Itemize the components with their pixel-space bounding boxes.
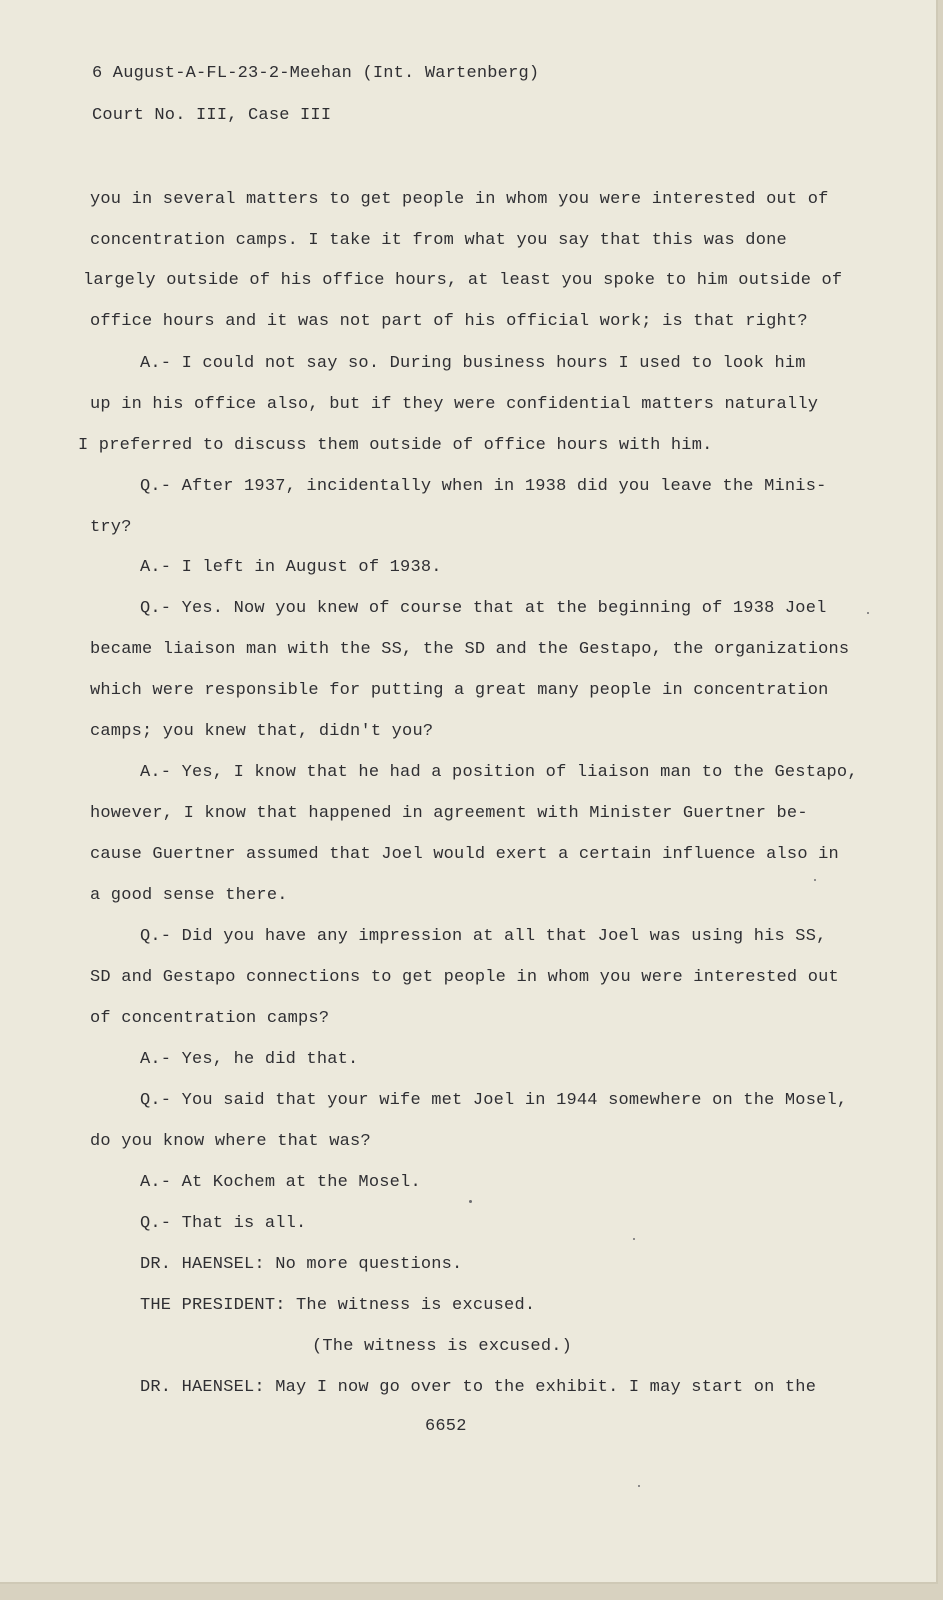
- paper-speck: [638, 1485, 640, 1487]
- body-line: A.- At Kochem at the Mosel.: [140, 1173, 421, 1192]
- body-line: SD and Gestapo connections to get people in whom you were interested out: [90, 968, 839, 987]
- paper-speck: [814, 879, 816, 881]
- body-line: Q.- That is all.: [140, 1214, 307, 1233]
- body-line: Q.- After 1937, incidentally when in 1938 did you leave the Minis-: [140, 477, 827, 496]
- body-line: DR. HAENSEL: No more questions.: [140, 1255, 463, 1274]
- body-line: DR. HAENSEL: May I now go over to the exhibit. I may start on the: [140, 1378, 817, 1397]
- body-line: you in several matters to get people in whom you were interested out of: [90, 190, 829, 209]
- body-line: however, I know that happened in agreement with Minister Guertner be-: [90, 804, 808, 823]
- body-line: Q.- Yes. Now you knew of course that at the beginning of 1938 Joel: [140, 599, 827, 618]
- body-line: a good sense there.: [90, 886, 288, 905]
- body-line: A.- I could not say so. During business hours I used to look him: [140, 354, 806, 373]
- body-line: A.- I left in August of 1938.: [140, 558, 442, 577]
- body-line: became liaison man with the SS, the SD and the Gestapo, the organizations: [90, 640, 850, 659]
- paper-speck: [469, 1200, 472, 1203]
- body-line: Q.- Did you have any impression at all that Joel was using his SS,: [140, 927, 827, 946]
- body-line: A.- Yes, he did that.: [140, 1050, 359, 1069]
- body-line: of concentration camps?: [90, 1009, 330, 1028]
- body-line: office hours and it was not part of his official work; is that right?: [90, 312, 808, 331]
- page-number: 6652: [425, 1417, 467, 1436]
- body-line: up in his office also, but if they were confidential matters naturally: [90, 395, 819, 414]
- body-line: try?: [90, 518, 132, 537]
- body-line: (The witness is excused.): [312, 1337, 573, 1356]
- body-line: which were responsible for putting a great many people in concentration: [90, 681, 829, 700]
- body-line: THE PRESIDENT: The witness is excused.: [140, 1296, 536, 1315]
- body-line: A.- Yes, I know that he had a position of liaison man to the Gestapo,: [140, 763, 858, 782]
- header-line-2: Court No. III, Case III: [92, 106, 332, 125]
- body-line: camps; you knew that, didn't you?: [90, 722, 434, 741]
- paper-speck: [633, 1238, 635, 1240]
- body-line: largely outside of his office hours, at least you spoke to him outside of: [83, 271, 843, 290]
- body-line: I preferred to discuss them outside of office hours with him.: [78, 436, 713, 455]
- paper-speck: [867, 612, 869, 614]
- body-line: Q.- You said that your wife met Joel in 1944 somewhere on the Mosel,: [140, 1091, 848, 1110]
- header-line-1: 6 August-A-FL-23-2-Meehan (Int. Wartenberg): [92, 64, 540, 83]
- body-line: concentration camps. I take it from what you say that this was done: [90, 231, 787, 250]
- body-line: do you know where that was?: [90, 1132, 371, 1151]
- body-line: cause Guertner assumed that Joel would exert a certain influence also in: [90, 845, 839, 864]
